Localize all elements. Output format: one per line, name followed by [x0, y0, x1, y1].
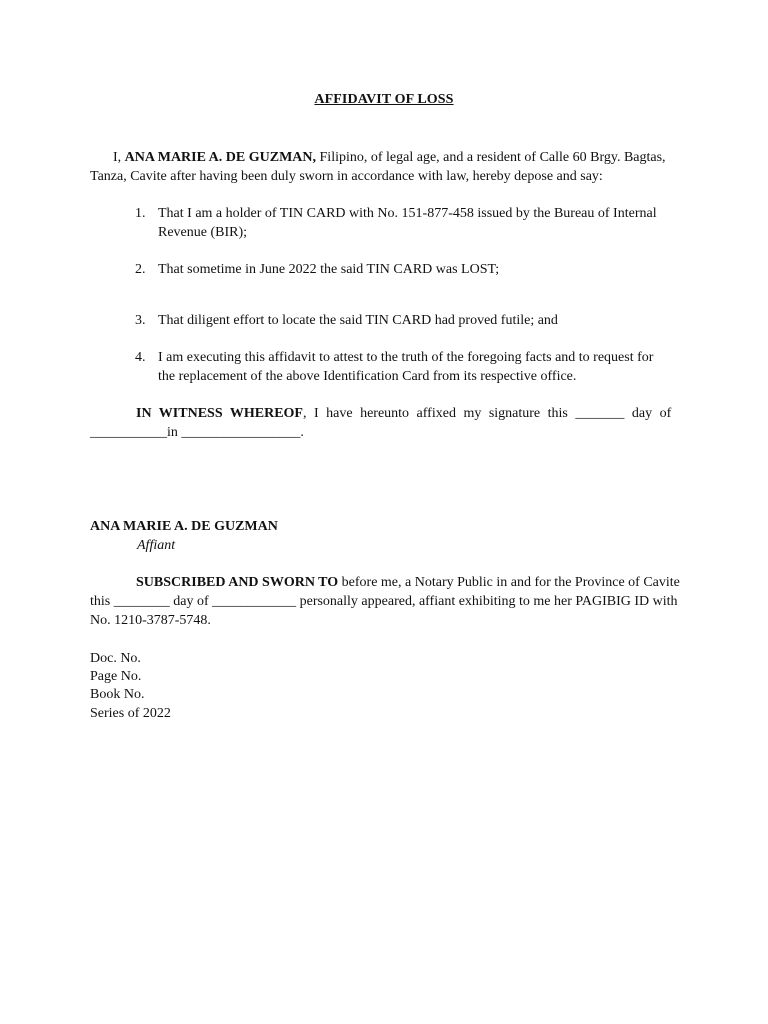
witness-heading: IN WITNESS WHEREOF [136, 406, 303, 421]
jurat-line-1 [136, 575, 680, 591]
witness-rest: , I have hereunto affixed my signature this _______ day of [302, 406, 672, 421]
item-3-line-1: That diligent effort to locate the said TIN CARD had proved futile; and [158, 313, 558, 328]
jurat-heading: SUBSCRIBED AND SWORN TO [136, 575, 339, 590]
item-1-line-2: Revenue (BIR); [158, 225, 248, 240]
signatory-role: Affiant [137, 538, 176, 553]
item-1-line-1: That I am a holder of TIN CARD with No. 151-877-458 issued by the Bureau of Internal [158, 206, 657, 221]
page-no: Page No. [90, 669, 142, 684]
signatory-name: ANA MARIE A. DE GUZMAN [90, 519, 278, 534]
affiant-name: ANA MARIE A. DE GUZMAN, [124, 150, 317, 165]
series-year: Series of 2022 [90, 706, 171, 721]
item-number: 1. [135, 206, 146, 221]
item-4-line-2: the replacement of the above Identification Card from its respective office. [158, 369, 577, 384]
book-no: Book No. [90, 687, 145, 702]
item-2-line-1: That sometime in June 2022 the said TIN CARD was LOST; [158, 262, 500, 277]
item-number: 3. [135, 313, 146, 328]
item-4-line-1: I am executing this affidavit to attest to the truth of the foregoing facts and to request for [158, 350, 654, 365]
witness-line-2: ___________in _________________. [90, 425, 304, 440]
document-title: AFFIDAVIT OF LOSS [314, 92, 454, 107]
jurat-line-2: this ________ day of ____________ personally appeared, affiant exhibiting to me her PAGIBIG ID with [90, 594, 678, 609]
intro-line-2: Tanza, Cavite after having been duly sworn in accordance with law, hereby depose and say: [90, 169, 603, 184]
item-number: 4. [135, 350, 146, 365]
item-number: 2. [135, 262, 146, 277]
intro-line-1 [113, 150, 666, 166]
jurat-line-3: No. 1210-3787-5748. [90, 613, 211, 628]
witness-line-1 [136, 406, 671, 422]
jurat-rest: before me, a Notary Public in and for the Province of Cavite [338, 575, 680, 590]
intro-prefix: I, [113, 150, 122, 165]
doc-no: Doc. No. [90, 651, 141, 666]
intro-rest: Filipino, of legal age, and a resident of Calle 60 Brgy. Bagtas, [319, 150, 666, 165]
